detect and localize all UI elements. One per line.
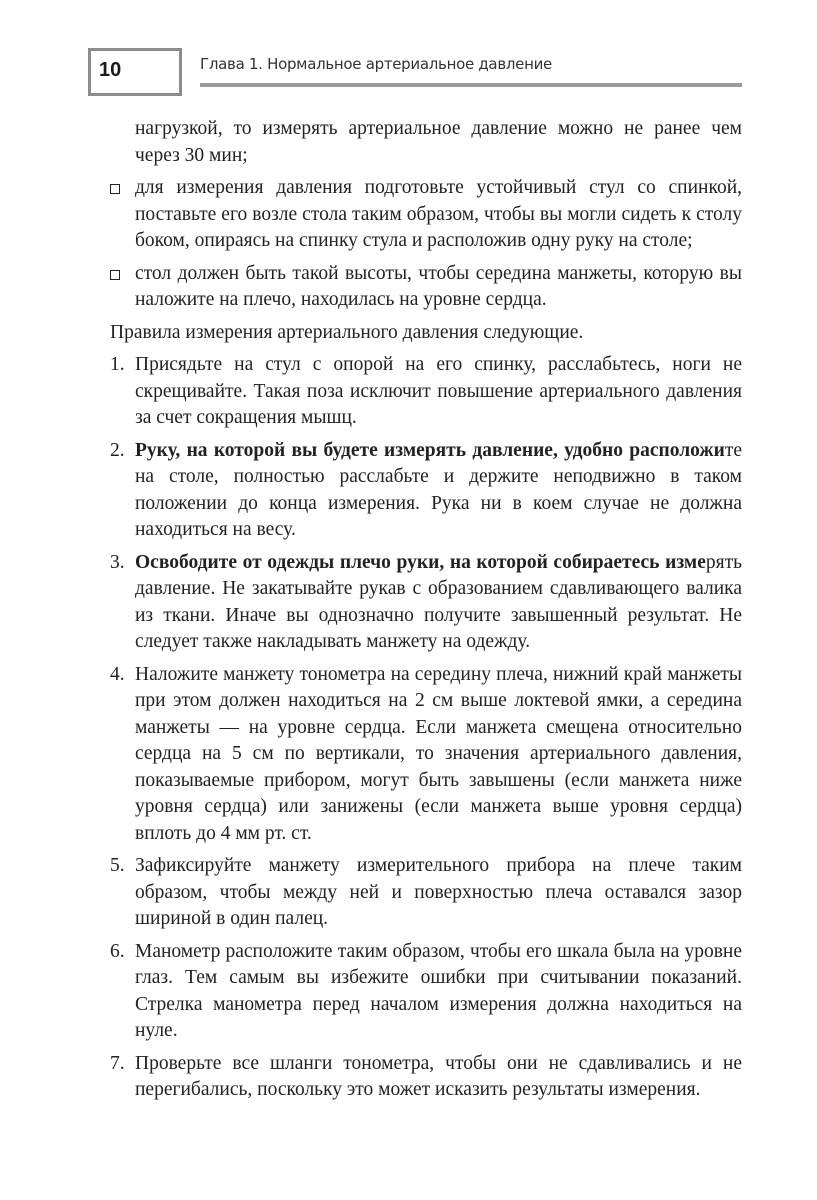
rule-bold-text: Освободите от одежды плечо руки, на которой собираетесь изме xyxy=(135,551,706,573)
rules-intro: Правила измерения артериального давления следующие. xyxy=(110,321,584,343)
rule-item xyxy=(110,352,742,432)
rule-item xyxy=(110,939,742,1045)
rule-text: Манометр расположите таким образом, чтобы его шкала была на уровне глаз. Тем самым вы избежите ошибки при считывании показаний. Стрелка манометра перед началом измерения должна находиться на нуле. xyxy=(135,940,742,1041)
bullet-item xyxy=(110,175,742,255)
page-number: 10 xyxy=(99,59,122,81)
rule-item xyxy=(110,438,742,544)
continuation-paragraph: нагрузкой, то измерять артериальное давление можно не ранее чем через 30 мин; xyxy=(135,118,742,166)
rule-text: те на столе, полностью расслабьте и держите неподвижно в таком положении до конца измерения. Рука ни в коем случае не должна находиться на весу. xyxy=(135,439,742,540)
square-bullet-icon xyxy=(110,184,120,194)
rule-number: 2. xyxy=(110,439,125,461)
rule-item xyxy=(110,853,742,933)
rule-number: 1. xyxy=(110,354,125,375)
rule-text: Присядьте на стул с опорой на его спинку, расслабьтесь, ноги не скрещивайте. Такая поза исключит повышение артериального давления за счет сокращения мышц. xyxy=(135,354,742,428)
rule-number: 3. xyxy=(110,551,125,573)
running-head: Глава 1. Нормальное артериальное давление xyxy=(200,55,552,73)
rule-number: 7. xyxy=(110,1052,125,1074)
rule-text: Проверьте все шланги тонометра, чтобы они не сдавливались и не перегибались, поскольку это может исказить результаты измерения. xyxy=(135,1052,742,1100)
bullet-item xyxy=(110,261,742,314)
page-body xyxy=(110,116,742,1110)
rule-item xyxy=(110,662,742,848)
header-rule xyxy=(200,83,742,87)
rule-bold-text: Руку, на которой вы будете измерять давление, удобно расположи xyxy=(135,439,725,461)
rule-text: Наложите манжету тонометра на середину плеча, нижний край манжеты при этом должен находиться на 2 см выше локтевой ямки, а середина манжеты — на уровне сердца. Если манжета смещена относительно сердца на 5 см по вертикали, то значения артериального давления, показываемые прибором, могут быть завышены (если манжета ниже уровня сердца) или занижены (если манжета выше уровня сердца) вплоть до 4 мм рт. ст. xyxy=(135,663,742,844)
rule-text: Зафиксируйте манжету измерительного прибора на плече таким образом, чтобы между ней и поверхностью плеча оставался зазор шириной в один палец. xyxy=(135,855,742,929)
rule-number: 6. xyxy=(110,940,125,962)
rule-text: рять давление. Не закатывайте рукав с образованием сдавливающего валика из ткани. Иначе вы однозначно получите завышенный результат. Не следует также накладывать манжету на одежду. xyxy=(135,551,742,652)
square-bullet-icon xyxy=(110,270,120,280)
page-number-box xyxy=(88,48,182,96)
bullet-text: для измерения давления подготовьте устойчивый стул со спинкой, поставьте его возле стола таким образом, чтобы вы могли сидеть к столу боком, опираясь на спинку стула и расположив одну руку на столе; xyxy=(135,177,742,251)
rule-number: 4. xyxy=(110,663,125,685)
rule-item xyxy=(110,550,742,656)
bullet-text: стол должен быть такой высоты, чтобы середина манжеты, которую вы наложите на плечо, находилась на уровне сердца. xyxy=(135,262,742,310)
rule-item xyxy=(110,1051,742,1104)
rule-number: 5. xyxy=(110,855,125,876)
